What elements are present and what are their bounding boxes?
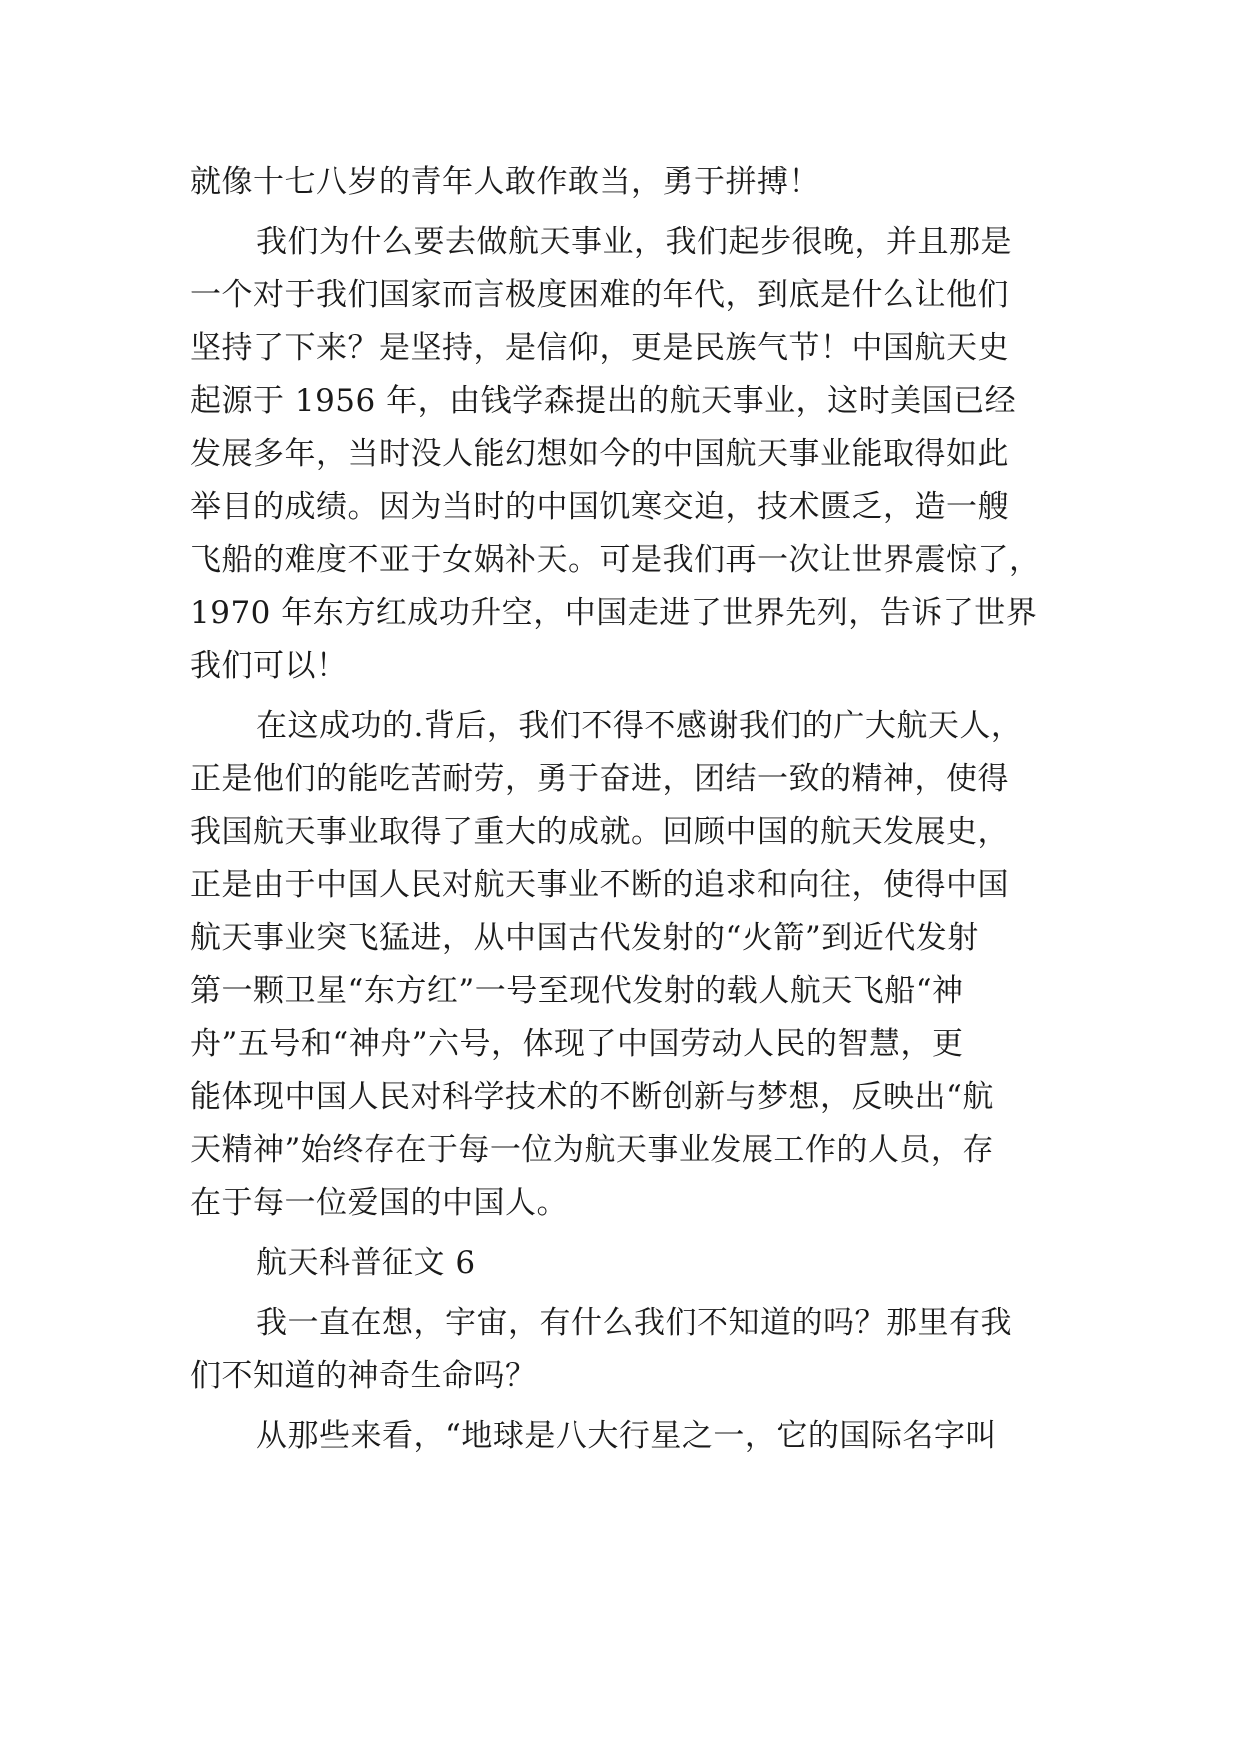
paragraph-first-line: 我们为什么要去做航天事业，我们起步很晚，并且那是: [256, 224, 1012, 260]
paragraph-first-line: 我一直在想，宇宙，有什么我们不知道的吗？那里有我: [256, 1305, 1012, 1341]
text-line: 正是由于中国人民对航天事业不断的追求和向往，使得中国: [190, 867, 1009, 903]
text-line: 我们可以！: [190, 648, 348, 684]
text-line: 一个对于我们国家而言极度困难的年代，到底是什么让他们: [190, 277, 1009, 313]
text-line: 航天事业突飞猛进，从中国古代发射的“火箭”到近代发射: [190, 920, 979, 956]
text-line: 舟”五号和“神舟”六号，体现了中国劳动人民的智慧，更: [190, 1026, 964, 1062]
text-line: 在于每一位爱国的中国人。: [190, 1185, 568, 1221]
paragraph-first-line: 在这成功的.背后，我们不得不感谢我们的广大航天人，: [256, 708, 1023, 744]
text-line: 就像十七八岁的青年人敢作敢当，勇于拼搏！: [190, 164, 820, 200]
text-line: 天精神”始终存在于每一位为航天事业发展工作的人员，存: [190, 1132, 994, 1168]
text-line: 我国航天事业取得了重大的成就。回顾中国的航天发展史，: [190, 814, 1009, 850]
text-line: 1970 年东方红成功升空，中国走进了世界先列，告诉了世界: [190, 595, 1038, 631]
text-line: 正是他们的能吃苦耐劳，勇于奋进，团结一致的精神，使得: [190, 761, 1009, 797]
text-line: 举目的成绩。因为当时的中国饥寒交迫，技术匮乏，造一艘: [190, 489, 1009, 525]
text-line: 起源于 1956 年，由钱学森提出的航天事业，这时美国已经: [190, 383, 1017, 419]
text-line: 第一颗卫星“东方红”一号至现代发射的载人航天飞船“神: [190, 973, 964, 1009]
text-line: 飞船的难度不亚于女娲补天。可是我们再一次让世界震惊了，: [190, 542, 1041, 578]
paragraph-first-line: 从那些来看，“地球是八大行星之一，它的国际名字叫: [256, 1418, 997, 1454]
text-line: 们不知道的神奇生命吗？: [190, 1358, 537, 1394]
section-heading: 航天科普征文 6: [256, 1245, 476, 1281]
text-line: 能体现中国人民对科学技术的不断创新与梦想，反映出“航: [190, 1079, 994, 1115]
text-line: 发展多年，当时没人能幻想如今的中国航天事业能取得如此: [190, 436, 1009, 472]
text-line: 坚持了下来？是坚持，是信仰，更是民族气节！中国航天史: [190, 330, 1009, 366]
